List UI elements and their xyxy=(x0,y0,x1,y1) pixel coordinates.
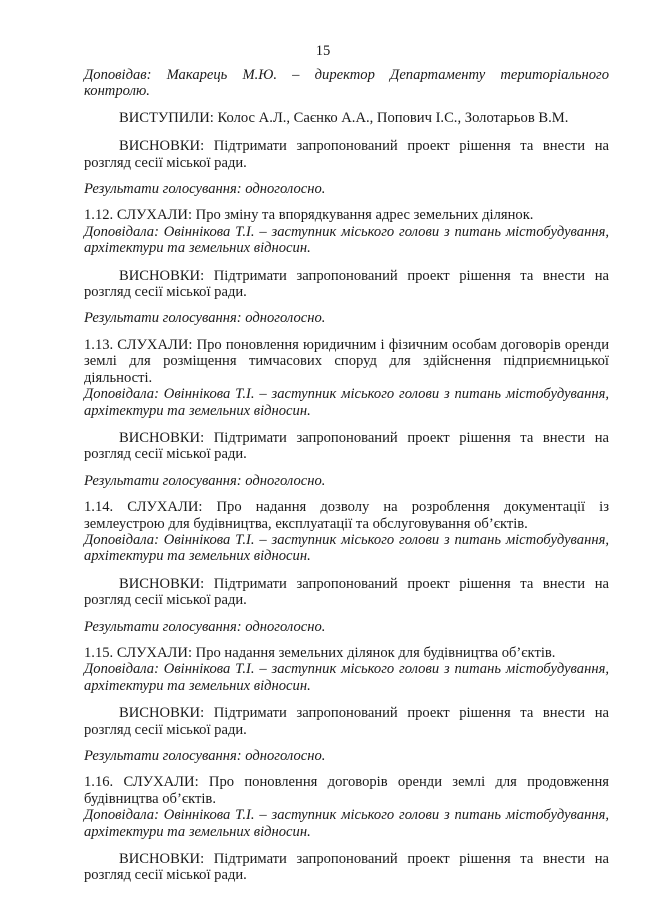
item-1-15-conclusion: ВИСНОВКИ: Підтримати запропонований проект рішення та внести на розгляд сесії міської ради. xyxy=(84,705,609,738)
intro-speakers-list: ВИСТУПИЛИ: Колос А.Л., Саєнко А.А., Попович І.С., Золотарьов В.М. xyxy=(119,109,569,126)
item-1-13-conclusion: ВИСНОВКИ: Підтримати запропонований проект рішення та внести на розгляд сесії міської ради. xyxy=(84,429,609,463)
item-1-13-vote-result: Результати голосування: одноголосно. xyxy=(84,472,326,489)
item-1-16-conclusion: ВИСНОВКИ: Підтримати запропонований проект рішення та внести на розгляд сесії міської ради. xyxy=(84,851,609,884)
intro-speaker: Доповідав: Макарець М.Ю. – директор Департаменту територіального контролю. xyxy=(84,67,609,100)
intro-conclusion: ВИСНОВКИ: Підтримати запропонований проект рішення та внести на розгляд сесії міської ради. xyxy=(84,138,609,171)
item-1-14-speaker: Доповідала: Овіннікова Т.І. – заступник міського голови з питань містобудування, архітектури та земельних відносин. xyxy=(84,531,609,565)
item-1-16-heard: 1.16. СЛУХАЛИ: Про поновлення договорів оренди землі для продовження будівництва об’єктів. xyxy=(84,774,609,807)
item-1-15-heard: 1.15. СЛУХАЛИ: Про надання земельних ділянок для будівництва об’єктів. xyxy=(84,644,556,661)
item-1-12-vote-result: Результати голосування: одноголосно. xyxy=(84,310,326,327)
page-number: 15 xyxy=(315,43,331,59)
intro-vote-result: Результати голосування: одноголосно. xyxy=(84,181,326,198)
item-1-13-heard: 1.13. СЛУХАЛИ: Про поновлення юридичним і фізичним особам договорів оренди землі для розміщення тимчасових споруд для здійснення підприємницької діяльності. xyxy=(84,336,609,386)
item-1-14-vote-result: Результати голосування: одноголосно. xyxy=(84,618,326,635)
item-1-12-heard: 1.12. СЛУХАЛИ: Про зміну та впорядкування адрес земельних ділянок. xyxy=(84,207,534,224)
item-1-12-conclusion: ВИСНОВКИ: Підтримати запропонований проект рішення та внести на розгляд сесії міської ради. xyxy=(84,267,609,301)
item-1-12-speaker: Доповідала: Овіннікова Т.І. – заступник міського голови з питань містобудування, архітектури та земельних відносин. xyxy=(84,223,609,257)
page-content xyxy=(84,67,609,884)
item-1-16-speaker: Доповідала: Овіннікова Т.І. – заступник міського голови з питань містобудування, архітектури та земельних відносин. xyxy=(84,807,609,840)
item-1-15-speaker: Доповідала: Овіннікова Т.І. – заступник міського голови з питань містобудування, архітектури та земельних відносин. xyxy=(84,661,609,694)
item-1-14-conclusion: ВИСНОВКИ: Підтримати запропонований проект рішення та внести на розгляд сесії міської ради. xyxy=(84,575,609,609)
item-1-13-speaker: Доповідала: Овіннікова Т.І. – заступник міського голови з питань містобудування, архітектури та земельних відносин. xyxy=(84,386,609,419)
item-1-15-vote-result: Результати голосування: одноголосно. xyxy=(84,748,326,764)
item-1-14-heard: 1.14. СЛУХАЛИ: Про надання дозволу на розроблення документації із землеустрою для будівництва, експлуатації та обслуговування об’єктів. xyxy=(84,499,609,532)
